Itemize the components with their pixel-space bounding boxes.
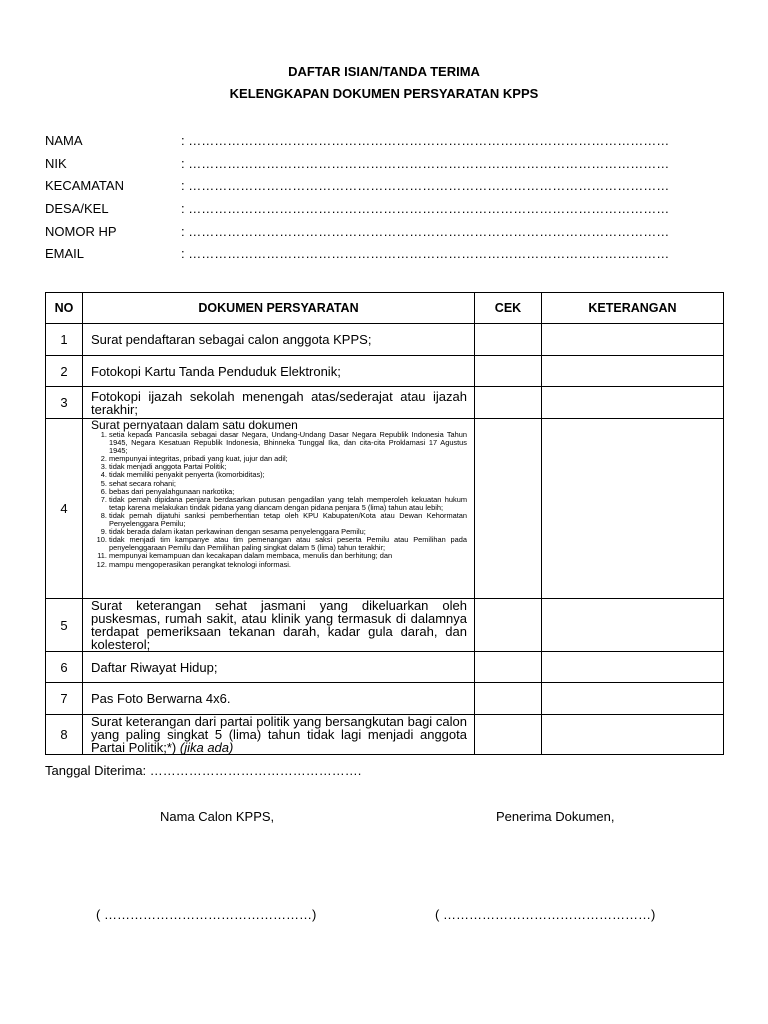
document-name: Pas Foto Berwarna 4x6. [83, 683, 475, 715]
list-item: 11. mempunyai kemampuan dan kecakapan dalam membaca, menulis dan berhitung; dan [109, 552, 467, 560]
row-number: 8 [46, 715, 83, 755]
optional-note: (jika ada) [179, 740, 234, 755]
notes-cell[interactable] [542, 356, 724, 387]
table-row [46, 683, 724, 715]
candidate-signature-label: Nama Calon KPPS, [160, 809, 275, 824]
check-cell[interactable] [475, 599, 542, 652]
requirements-table [45, 292, 724, 755]
check-cell[interactable] [475, 387, 542, 419]
document-name: Surat keterangan sehat jasmani yang dikeluarkan oleh puskesmas, rumah sakit, atau klinik yang termasuk di dalamnya terdapat pemeriksaan tekanan darah, kadar gula darah, dan kolesterol; [83, 599, 475, 652]
receiver-signature-line[interactable]: ( …………………………………………) [435, 907, 656, 922]
list-item: 1. setia kepada Pancasila sebagai dasar Negara, Undang-Undang Dasar Negara Republik Indonesia Tahun 1945, Negara Kesatuan Republik Indonesia, Bhinneka Tunggal Ika, dan cita-cita Proklamasi 17 Agustus 1945; [109, 431, 467, 455]
col-header-notes: KETERANGAN [542, 293, 724, 324]
candidate-signature-line[interactable]: ( …………………………………………) [96, 907, 317, 922]
row-number: 5 [46, 599, 83, 652]
table-row [46, 419, 724, 599]
list-item: 8. tidak pernah dijatuhi sanksi pemberhentian tetap oleh KPU Kabupaten/Kota atau Dewan Kehormatan Penyelenggara Pemilu; [109, 512, 467, 528]
notes-cell[interactable] [542, 652, 724, 683]
list-item: 5. sehat secara rohani; [109, 480, 467, 488]
check-cell[interactable] [475, 715, 542, 755]
list-item: 7. tidak pernah dipidana penjara berdasarkan putusan pengadilan yang telah memperoleh kekuatan hukum tetap karena melakukan tindak pidana yang diancam dengan pidana penjara 5 (lima) tahun atau lebih; [109, 496, 467, 512]
check-cell[interactable] [475, 419, 542, 599]
field-kecamatan [45, 178, 705, 196]
list-item: 10. tidak menjadi tim kampanye atau tim pemenangan atau saksi peserta Pemilu atau Pemilihan pada penyelenggaraan Pemilu dan Pemilihan paling singkat dalam 5 (lima) tahun terakhir; [109, 536, 467, 552]
col-header-check: CEK [475, 293, 542, 324]
table-row [46, 324, 724, 356]
table-row [46, 599, 724, 652]
field-nik [45, 156, 705, 174]
receiver-signature-label: Penerima Dokumen, [496, 809, 615, 824]
document-name [83, 715, 475, 755]
list-item: 12. mampu mengoperasikan perangkat teknologi informasi. [109, 561, 467, 569]
statement-title: Surat pernyataan dalam satu dokumen [91, 418, 298, 432]
document-name: Fotokopi ijazah sekolah menengah atas/sederajat atau ijazah terakhir; [83, 387, 475, 419]
table-row [46, 652, 724, 683]
received-date-line[interactable]: Tanggal Diterima: …………………………………………. [45, 763, 362, 778]
notes-cell[interactable] [542, 683, 724, 715]
table-row [46, 387, 724, 419]
row-number: 3 [46, 387, 83, 419]
table-header-row [46, 293, 724, 324]
field-label: NIK [45, 156, 67, 171]
field-email [45, 246, 705, 264]
row-number: 1 [46, 324, 83, 356]
col-header-document: DOKUMEN PERSYARATAN [83, 293, 475, 324]
notes-cell[interactable] [542, 599, 724, 652]
list-item: 3. tidak menjadi anggota Partai Politik; [109, 463, 467, 471]
form-title: DAFTAR ISIAN/TANDA TERIMA [288, 64, 480, 79]
table-row [46, 356, 724, 387]
field-fill-line[interactable]: : ………………………………………………………………………………………………… [181, 133, 670, 148]
field-label: NOMOR HP [45, 224, 117, 239]
field-label: DESA/KEL [45, 201, 109, 216]
row-number: 6 [46, 652, 83, 683]
document-name: Surat pendaftaran sebagai calon anggota KPPS; [83, 324, 475, 356]
notes-cell[interactable] [542, 715, 724, 755]
statement-list [91, 431, 467, 569]
form-subtitle: KELENGKAPAN DOKUMEN PERSYARATAN KPPS [229, 86, 539, 101]
document-name: Daftar Riwayat Hidup; [83, 652, 475, 683]
field-nomor-hp [45, 224, 705, 242]
field-fill-line[interactable]: : ………………………………………………………………………………………………… [181, 224, 670, 239]
field-fill-line[interactable]: : ………………………………………………………………………………………………… [181, 178, 670, 193]
table-row [46, 715, 724, 755]
row-number: 4 [46, 419, 83, 599]
document-name: Fotokopi Kartu Tanda Penduduk Elektronik; [83, 356, 475, 387]
document-text: Surat keterangan dari partai politik yang bersangkutan bagi calon yang paling singkat 5 (lima) tahun tidak lagi menjadi anggota Partai Politik;*) [91, 714, 467, 755]
list-item: 9. tidak berada dalam ikatan perkawinan dengan sesama penyelenggara Pemilu; [109, 528, 467, 536]
col-header-no: NO [46, 293, 83, 324]
check-cell[interactable] [475, 683, 542, 715]
check-cell[interactable] [475, 324, 542, 356]
field-label: KECAMATAN [45, 178, 124, 193]
row-number: 7 [46, 683, 83, 715]
field-fill-line[interactable]: : ………………………………………………………………………………………………… [181, 201, 670, 216]
field-fill-line[interactable]: : ………………………………………………………………………………………………… [181, 246, 670, 261]
field-label: NAMA [45, 133, 83, 148]
notes-cell[interactable] [542, 419, 724, 599]
notes-cell[interactable] [542, 324, 724, 356]
list-item: 4. tidak memiliki penyakit penyerta (komorbiditas); [109, 471, 467, 479]
row-number: 2 [46, 356, 83, 387]
check-cell[interactable] [475, 652, 542, 683]
notes-cell[interactable] [542, 387, 724, 419]
list-item: 2. mempunyai integritas, pribadi yang kuat, jujur dan adil; [109, 455, 467, 463]
field-desa-kel [45, 201, 705, 219]
field-label: EMAIL [45, 246, 85, 261]
field-fill-line[interactable]: : ………………………………………………………………………………………………… [181, 156, 670, 171]
check-cell[interactable] [475, 356, 542, 387]
list-item: 6. bebas dari penyalahgunaan narkotika; [109, 488, 467, 496]
field-nama [45, 133, 705, 151]
document-name [83, 419, 475, 599]
